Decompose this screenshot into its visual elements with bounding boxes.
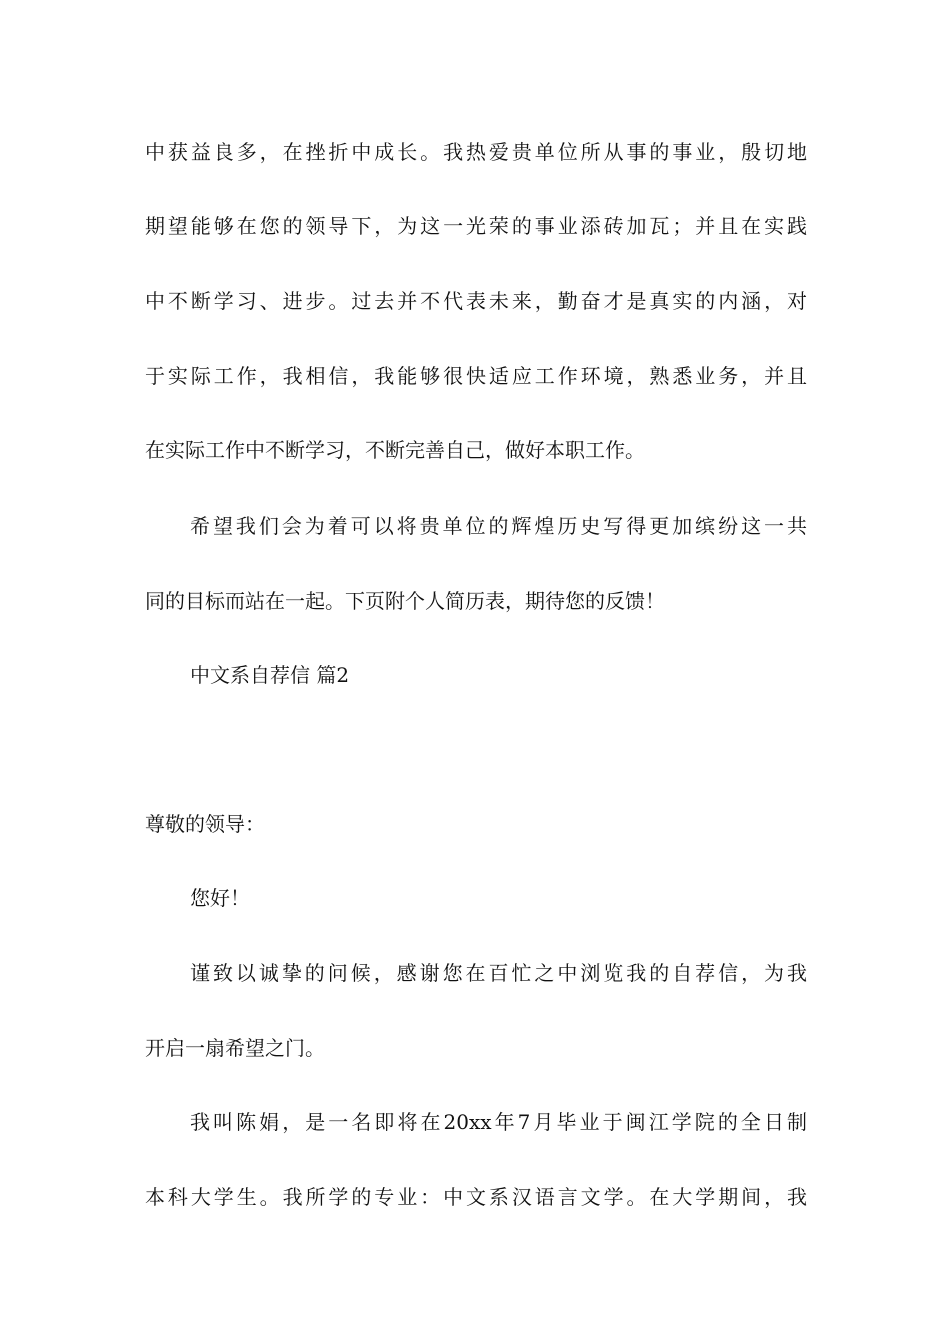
salutation: 尊敬的领导： — [145, 812, 265, 836]
section-heading: 中文系自荐信 篇2 — [190, 663, 350, 687]
body-text-line: 本科大学生。我所学的专业：中文系汉语言文学。在大学期间，我 — [145, 1185, 807, 1209]
body-text-line: 中不断学习、进步。过去并不代表未来，勤奋才是真实的内涵，对 — [145, 289, 807, 313]
body-text-line: 开启一扇希望之门。 — [145, 1036, 325, 1060]
body-text-line: 在实际工作中不断学习，不断完善自己，做好本职工作。 — [145, 438, 645, 462]
body-text-line: 中获益良多，在挫折中成长。我热爱贵单位所从事的事业，殷切地 — [145, 140, 807, 164]
greeting: 您好！ — [190, 886, 250, 910]
body-text-line: 希望我们会为着可以将贵单位的辉煌历史写得更加缤纷这一共 — [190, 514, 807, 538]
body-text-line: 我叫陈娟，是一名即将在20xx年7月毕业于闽江学院的全日制 — [190, 1110, 807, 1134]
body-text-line: 同的目标而站在一起。下页附个人简历表，期待您的反馈！ — [145, 589, 665, 613]
body-text-line: 谨致以诚挚的问候，感谢您在百忙之中浏览我的自荐信，为我 — [190, 961, 807, 985]
body-text-line: 期望能够在您的领导下，为这一光荣的事业添砖加瓦；并且在实践 — [145, 214, 807, 238]
body-text-line: 于实际工作，我相信，我能够很快适应工作环境，熟悉业务，并且 — [145, 364, 807, 388]
